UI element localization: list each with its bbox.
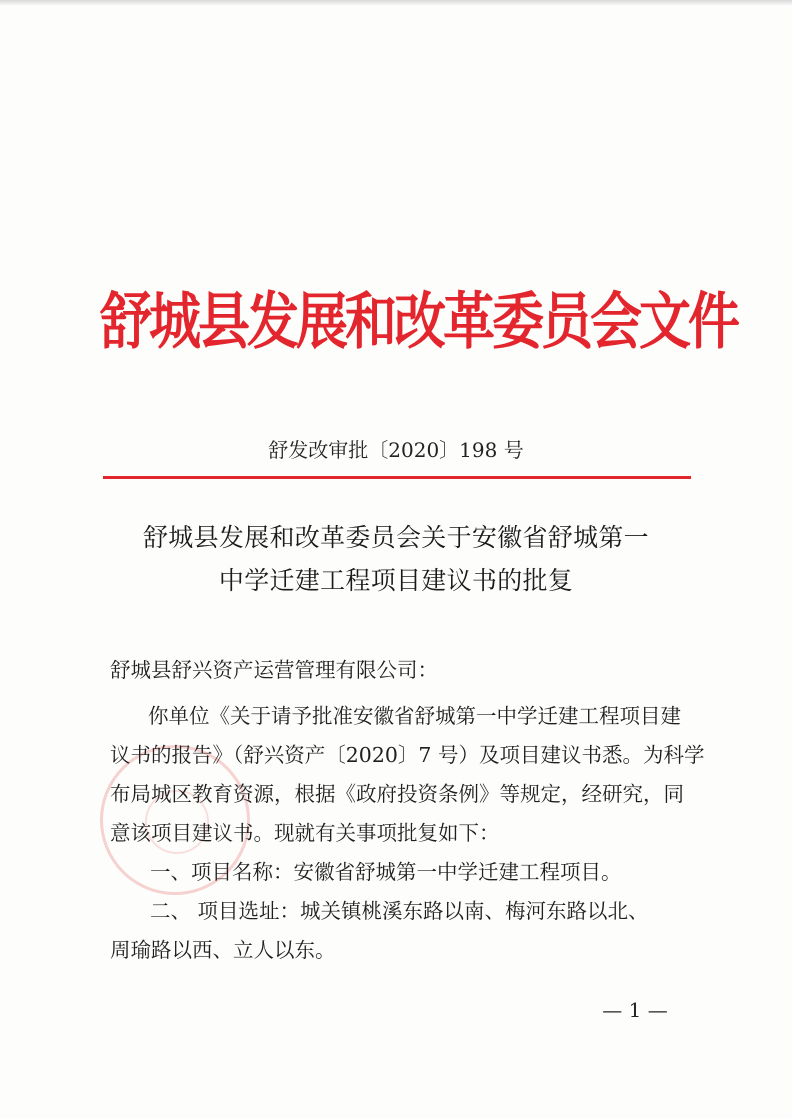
body-paragraph-line-2: 议书的报告》（舒兴资产〔2020〕7 号）及项目建议书悉。为科学: [110, 743, 705, 767]
body-paragraph-line-1: 你单位《关于请予批准安徽省舒城第一中学迁建工程项目建: [148, 704, 681, 728]
document-number: 舒发改审批〔2020〕198 号: [268, 438, 524, 462]
red-divider-line: [103, 476, 691, 479]
document-title-line-1: 舒城县发展和改革委员会关于安徽省舒城第一: [142, 523, 649, 552]
item-project-site-line-2: 周瑜路以西、立人以东。: [110, 938, 336, 962]
document-title-line-2: 中学迁建工程项目建议书的批复: [218, 566, 574, 595]
scan-edge: [0, 0, 792, 6]
body-paragraph-line-4: 意该项目建议书。现就有关事项批复如下：: [110, 821, 500, 845]
item-project-name: 一、项目名称：安徽省舒城第一中学迁建工程项目。: [150, 860, 622, 884]
item-project-site-line-1: 二、 项目选址：城关镇桃溪东路以南、梅河东路以北、: [150, 899, 649, 923]
document-masthead: 舒城县发展和改革委员会文件: [100, 286, 738, 358]
page-number: — 1 —: [602, 998, 668, 1022]
body-paragraph-line-3: 布局城区教育资源，根据《政府投资条例》等规定，经研究，同: [110, 782, 684, 806]
addressee-line: 舒城县舒兴资产运营管理有限公司：: [110, 658, 438, 682]
